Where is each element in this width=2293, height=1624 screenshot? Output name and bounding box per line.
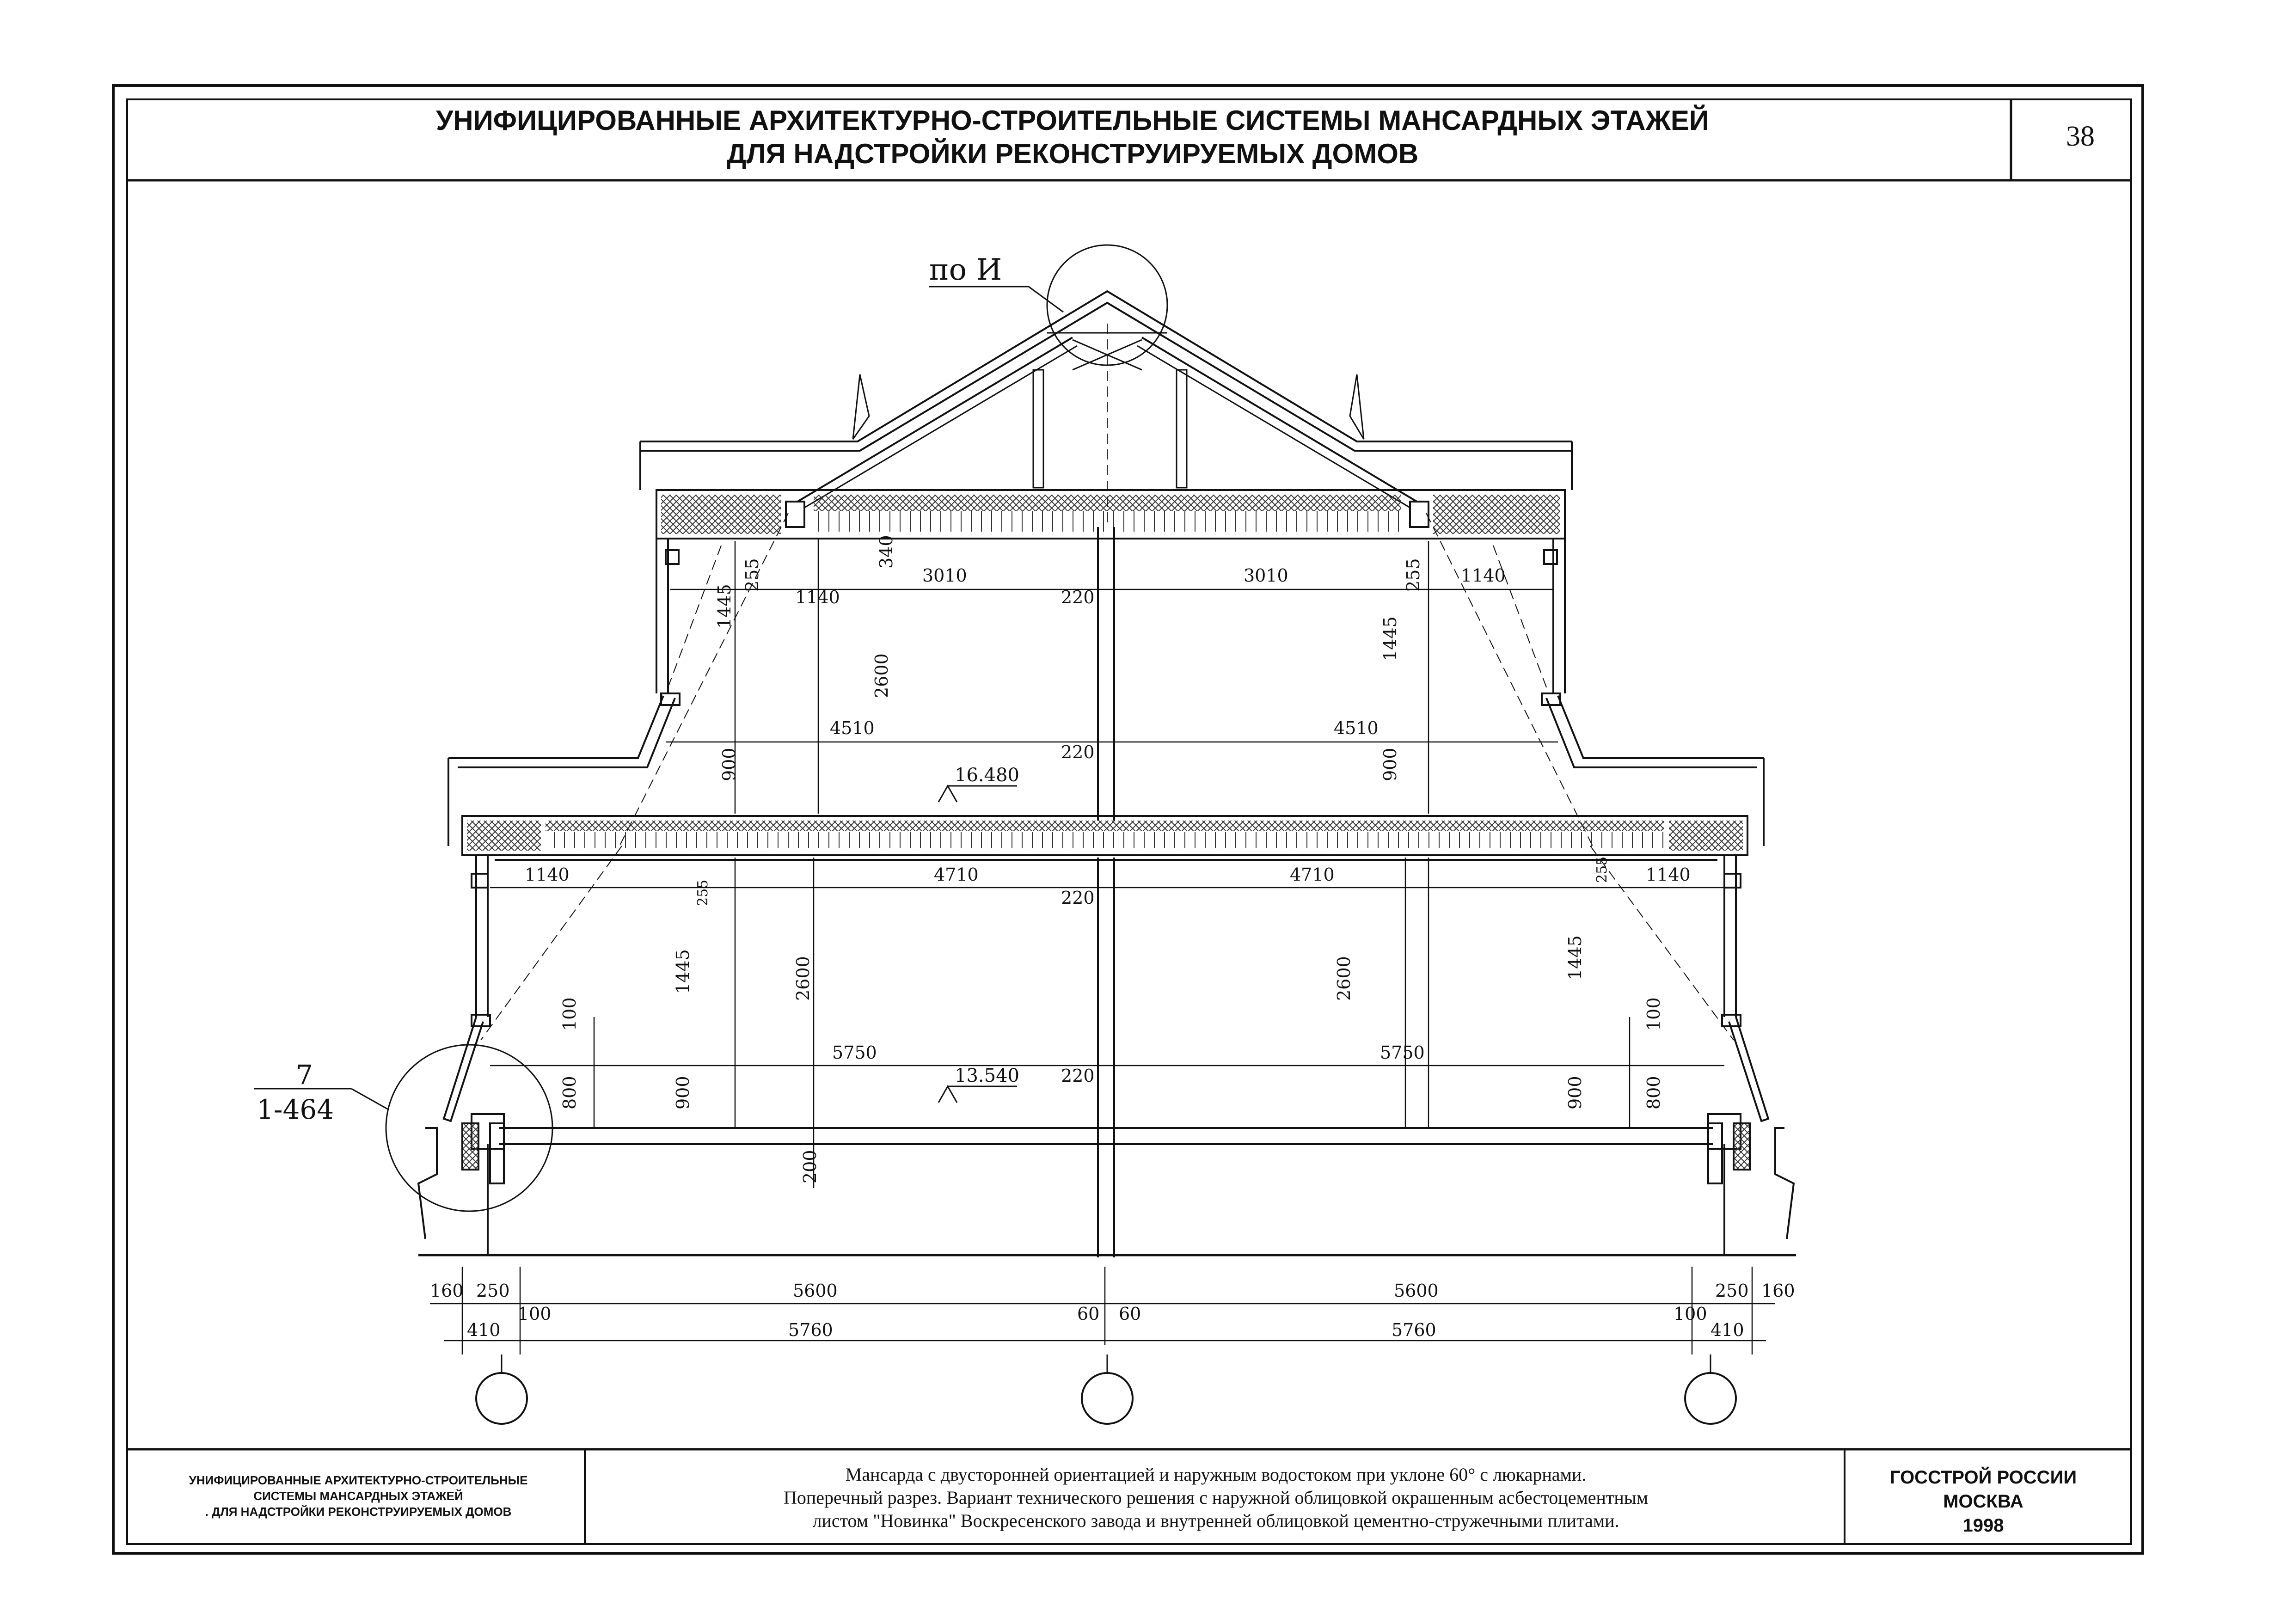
dim-lower-right-100: 100 (1643, 997, 1664, 1031)
dim-upper-left-900: 900 (719, 748, 739, 781)
upper-roof (640, 291, 1572, 513)
dim-bottom-100-right: 100 (1674, 1304, 1707, 1324)
dim-lower-right-1445: 1445 (1565, 935, 1585, 980)
dim-lower-left-5750: 5750 (832, 1042, 877, 1063)
dim-upper-right-span: 3010 (1244, 565, 1288, 586)
title-block-organization (1854, 1465, 2113, 1538)
lower-storey (444, 855, 1768, 1257)
dim-bottom-410-left: 410 (467, 1320, 501, 1340)
dim-lower-floor: 200 (800, 1150, 820, 1183)
dim-upper-right-255: 255 (1403, 558, 1423, 592)
dim-lower-right-side: 1140 (1646, 864, 1691, 885)
dimension-labels-lower (525, 857, 1691, 1183)
middle-slab (462, 816, 1747, 888)
header-title-line1: УНИФИЦИРОВАННЫЕ АРХИТЕКТУРНО-СТРОИТЕЛЬНЫЕ СИСТЕМЫ МАНСАРДНЫХ ЭТАЖЕЙ (435, 105, 1710, 136)
sheet-header-title (134, 104, 2011, 171)
sheet-frame (113, 86, 2143, 1553)
dimension-labels-bottom (430, 1281, 1795, 1340)
dim-lower-right-900: 900 (1565, 1076, 1585, 1109)
org-line2: МОСКВА (1943, 1491, 2023, 1512)
description-line2: Поперечный разрез. Вариант технического решения с наружной облицовкой окрашенным асбестоцементным (783, 1487, 1649, 1508)
dim-upper-right-1445: 1445 (1380, 616, 1400, 661)
dim-bottom-100-left: 100 (518, 1304, 552, 1324)
dim-bottom-60-left: 60 (1077, 1304, 1100, 1324)
title-block-series (139, 1472, 578, 1520)
dim-upper-wall2: 220 (1061, 742, 1095, 762)
callout-node-number: 7 (296, 1059, 313, 1091)
callout-node-sheet: 1-464 (257, 1094, 334, 1125)
dim-lower-right-span: 4710 (1290, 864, 1335, 885)
eaves-left (418, 1123, 504, 1239)
header-title-line2: ДЛЯ НАДСТРОЙКИ РЕКОНСТРУИРУЕМЫХ ДОМОВ (726, 138, 1419, 169)
dim-bottom-60-right: 60 (1119, 1304, 1141, 1324)
title-block-description (592, 1463, 1840, 1532)
dim-lower-left-span: 4710 (934, 864, 979, 885)
series-line2: СИСТЕМЫ МАНСАРДНЫХ ЭТАЖЕЙ (253, 1489, 463, 1503)
org-line1: ГОССТРОЙ РОССИИ (1889, 1467, 2077, 1488)
dim-lower-right-5750: 5750 (1380, 1042, 1425, 1063)
dim-upper-left-span: 3010 (922, 565, 967, 586)
level-lower: 13.540 (955, 1065, 1019, 1086)
dim-bottom-410-right: 410 (1711, 1320, 1744, 1340)
dim-lower-right-255: 255 (1594, 856, 1610, 883)
dim-lower-right-800: 800 (1643, 1076, 1664, 1109)
dim-lower-left-255: 255 (695, 879, 711, 906)
dim-upper-height: 2600 (871, 653, 892, 698)
series-line1: УНИФИЦИРОВАННЫЕ АРХИТЕКТУРНО-СТРОИТЕЛЬНЫЕ (189, 1473, 528, 1487)
dim-lower-left-side: 1140 (525, 864, 570, 885)
dim-upper-right-900: 900 (1380, 748, 1400, 781)
lower-slab (418, 1114, 1796, 1255)
dim-upper-right-side: 1140 (1461, 565, 1506, 586)
dim-upper-left-4510: 4510 (830, 718, 875, 738)
series-line3: . ДЛЯ НАДСТРОЙКИ РЕКОНСТРУИРУЕМЫХ ДОМОВ (205, 1505, 512, 1519)
dim-bottom-5600-left: 5600 (793, 1281, 838, 1301)
level-upper: 16.480 (955, 765, 1019, 786)
dim-bottom-5760-left: 5760 (788, 1320, 833, 1340)
dim-lower-left-900: 900 (673, 1076, 693, 1109)
dim-lower-left-1445: 1445 (673, 949, 693, 994)
dim-lower-left-100: 100 (559, 997, 580, 1031)
dim-bottom-160-right: 160 (1761, 1281, 1795, 1301)
dim-bottom-5760-right: 5760 (1392, 1320, 1436, 1340)
dim-bottom-250-right: 250 (1715, 1281, 1749, 1301)
grid-axis-bubbles (476, 1354, 1736, 1424)
upper-storey (448, 527, 1764, 846)
dim-lower-left-800: 800 (559, 1076, 580, 1109)
description-line3: листом "Новинка" Воскресенского завода и внутренней облицовкой цементно-стружечными плитами. (812, 1510, 1619, 1531)
description-line1: Мансарда с двусторонней ориентацией и наружным водостоком при уклоне 60° с люкарнами. (845, 1464, 1587, 1485)
sheet-number: 38 (2066, 121, 2095, 152)
ridge-callout-label: по И (929, 253, 1002, 287)
dim-lower-right-height: 2600 (1334, 956, 1354, 1001)
dim-lower-left-height: 2600 (793, 956, 813, 1001)
dim-bottom-250-left: 250 (476, 1281, 510, 1301)
eaves-right (1708, 1123, 1794, 1239)
org-line3: 1998 (1962, 1515, 2004, 1536)
dim-lower-wall2: 220 (1061, 1066, 1095, 1086)
dim-upper-slab: 340 (876, 535, 896, 569)
dim-upper-left-side: 1140 (795, 587, 840, 607)
dim-bottom-5600-right: 5600 (1394, 1281, 1439, 1301)
dim-lower-wall: 220 (1061, 888, 1095, 908)
dim-upper-right-4510: 4510 (1334, 718, 1379, 738)
dimension-labels-upper (714, 535, 1506, 786)
dim-upper-left-255: 255 (742, 558, 762, 592)
dim-upper-wall: 220 (1061, 587, 1095, 607)
dim-upper-left-1445: 1445 (714, 584, 735, 629)
dim-bottom-160-left: 160 (430, 1281, 464, 1301)
